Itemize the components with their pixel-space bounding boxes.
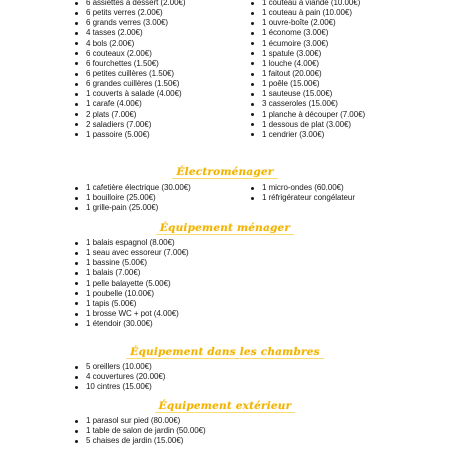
- heading-menager-text: Équipement ménager: [159, 222, 291, 234]
- list-item: 1 bouilloire (25.00€): [74, 193, 249, 203]
- list-item: 1 carafe (4.00€): [74, 99, 249, 109]
- list-item: 1 parasol sur pied (80.00€): [74, 416, 374, 426]
- list-item: 2 plats (7.00€): [74, 110, 249, 120]
- list-item: 3 casseroles (15.00€): [250, 99, 445, 109]
- list-item: 1 louche (4.00€): [250, 59, 445, 69]
- list-item: 1 planche à découper (7.00€): [250, 110, 445, 120]
- list-item: 1 dessous de plat (3.00€): [250, 120, 445, 130]
- list-item: 1 couverts à salade (4.00€): [74, 89, 249, 99]
- heading-electromenager: [0, 166, 450, 178]
- list-item: 6 assiettes à dessert (2.00€): [74, 0, 249, 8]
- list-item: 1 seau avec essoreur (7.00€): [74, 248, 374, 258]
- list-item: 6 grands verres (3.00€): [74, 18, 249, 28]
- kitchen-list-right: [250, 0, 445, 140]
- list-item: 1 bassine (5.00€): [74, 258, 374, 268]
- list-item: 5 oreillers (10.00€): [74, 362, 374, 372]
- list-item: 1 cafetière électrique (30.00€): [74, 183, 249, 193]
- list-item: 5 chaises de jardin (15.00€): [74, 436, 374, 446]
- list-item: 1 étendoir (30.00€): [74, 319, 374, 329]
- heading-chambres-text: Équipement dans les chambres: [130, 346, 320, 358]
- list-item: 1 balais espagnol (8.00€): [74, 238, 374, 248]
- list-item: 1 balais (7.00€): [74, 268, 374, 278]
- electromenager-list-right: [250, 183, 445, 203]
- list-item: 1 cendrier (3.00€): [250, 130, 445, 140]
- electromenager-list-left: [74, 183, 249, 213]
- list-item: 6 petits verres (2.00€): [74, 8, 249, 18]
- exterieur-list: [74, 416, 374, 446]
- list-item: 1 tapis (5.00€): [74, 299, 374, 309]
- heading-electromenager-text: Électroménager: [176, 166, 274, 178]
- chambres-list: [74, 362, 374, 392]
- list-item: 1 sauteuse (15.00€): [250, 89, 445, 99]
- list-item: 1 faitout (20.00€): [250, 69, 445, 79]
- heading-menager: [0, 222, 450, 234]
- list-item: 1 micro-ondes (60.00€): [250, 183, 445, 193]
- list-item: 1 brosse WC + pot (4.00€): [74, 309, 374, 319]
- list-item: 1 ouvre-boîte (2.00€): [250, 18, 445, 28]
- list-item: 4 bols (2.00€): [74, 39, 249, 49]
- list-item: 4 tasses (2.00€): [74, 28, 249, 38]
- list-item: 4 couvertures (20.00€): [74, 372, 374, 382]
- list-item: 1 couteau à pain (10.00€): [250, 8, 445, 18]
- list-item: 1 pelle balayette (5.00€): [74, 279, 374, 289]
- list-item: 1 passoire (5.00€): [74, 130, 249, 140]
- list-item: 1 grille-pain (25.00€): [74, 203, 249, 213]
- list-item: 1 économe (3.00€): [250, 28, 445, 38]
- heading-exterieur-text: Équipement extérieur: [158, 400, 292, 412]
- list-item: 6 petites cuillères (1.50€): [74, 69, 249, 79]
- menager-list: [74, 238, 374, 329]
- list-item: 1 poubelle (10.00€): [74, 289, 374, 299]
- list-item: 1 couteau à viande (10.00€): [250, 0, 445, 8]
- list-item: 6 grandes cuillères (1.50€): [74, 79, 249, 89]
- heading-exterieur: [0, 400, 450, 412]
- list-item: 10 cintres (15.00€): [74, 382, 374, 392]
- list-item: 1 réfrigérateur congélateur: [250, 193, 445, 203]
- list-item: 2 saladiers (7.00€): [74, 120, 249, 130]
- list-item: 6 fourchettes (1.50€): [74, 59, 249, 69]
- heading-chambres: [0, 346, 450, 358]
- list-item: 1 table de salon de jardin (50.00€): [74, 426, 374, 436]
- kitchen-list-left: [74, 0, 249, 140]
- list-item: 1 écumoire (3.00€): [250, 39, 445, 49]
- list-item: 6 couteaux (2.00€): [74, 49, 249, 59]
- list-item: 1 poêle (15.00€): [250, 79, 445, 89]
- list-item: 1 spatule (3.00€): [250, 49, 445, 59]
